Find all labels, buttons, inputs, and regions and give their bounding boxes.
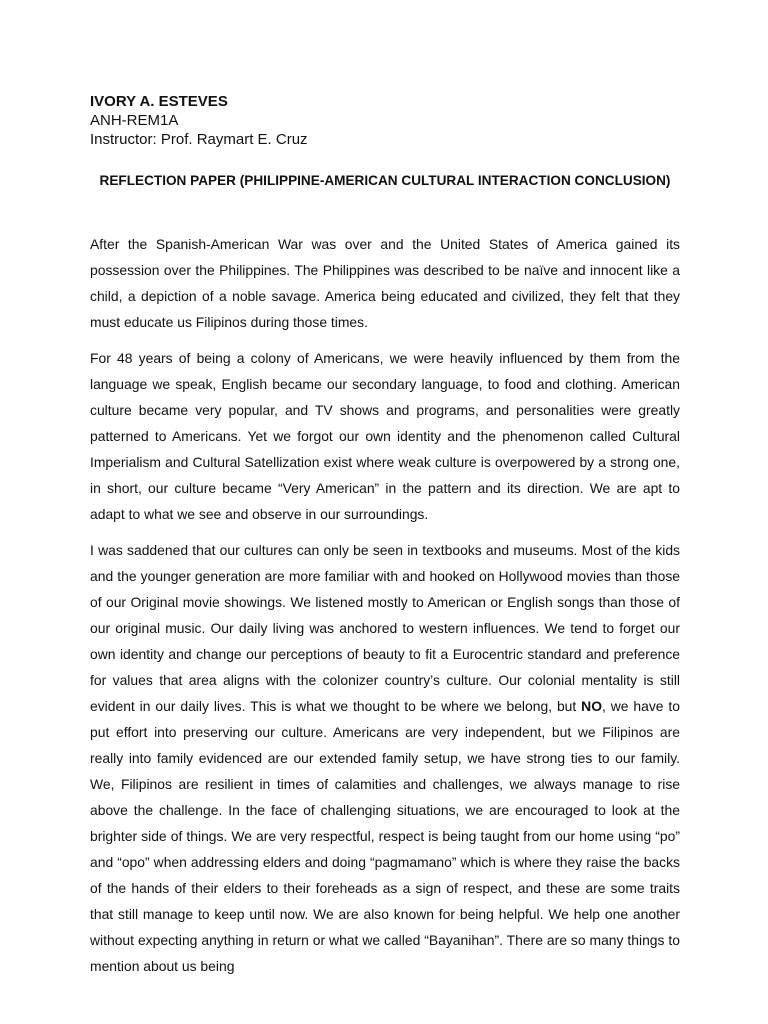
- paragraph-3-part-2: , we have to put effort into preserving our culture. Americans are very independent, but we Filipinos are really into family evidenced are our extended family setup, we have strong ties to our family. We, Filipinos are resilient in times of calamities and challenges, we always manage to rise above the challenge. In the face of challenging situations, we are encouraged to look at the brighter side of things. We are very respectful, respect is being taught from our home using “po” and “opo” when addressing elders and doing “pagmamano” which is where they raise the backs of the hands of their elders to their foreheads as a sign of respect, and these are some traits that still manage to keep until now. We are also known for being helpful. We help one another without expecting anything in return or what we called “Bayanihan”. There are so many things to mention about us being: [90, 698, 680, 974]
- paper-title: REFLECTION PAPER (PHILIPPINE-AMERICAN CULTURAL INTERACTION CONCLUSION): [99, 173, 671, 188]
- paragraph-1: After the Spanish-American War was over and the United States of America gained its possession over the Philippines. The Philippines was described to be naïve and innocent like a child, a depiction of a noble savage. America being educated and civilized, they felt that they must educate us Filipinos during those times.: [90, 236, 680, 330]
- document-page: [90, 92, 680, 989]
- paper-body: [90, 231, 680, 979]
- section-code: ANH-REM1A: [90, 112, 179, 129]
- author-name: IVORY A. ESTEVES: [90, 93, 228, 110]
- paragraph-3: [90, 537, 680, 979]
- author-header: [90, 92, 680, 149]
- paragraph-2: For 48 years of being a colony of Americans, we were heavily influenced by them from the language we speak, English became our secondary language, to food and clothing. American culture became very popular, and TV shows and programs, and personalities were greatly patterned to Americans. Yet we forgot our own identity and the phenomenon called Cultural Imperialism and Cultural Satellization exist where weak culture is overpowered by a strong one, in short, our culture became “Very American” in the pattern and its direction. We are apt to adapt to what we see and observe in our surroundings.: [90, 350, 680, 522]
- emphasis-no: NO: [581, 698, 602, 714]
- instructor-line: Instructor: Prof. Raymart E. Cruz: [90, 131, 308, 148]
- paragraph-3-part-1: I was saddened that our cultures can only be seen in textbooks and museums. Most of the kids and the younger generation are more familiar with and hooked on Hollywood movies than those of our Original movie showings. We listened mostly to American or English songs than those of our original music. Our daily living was anchored to western influences. We tend to forget our own identity and change our perceptions of beauty to fit a Eurocentric standard and preference for values that area aligns with the colonizer country’s culture. Our colonial mentality is still evident in our daily lives. This is what we thought to be where we belong, but: [90, 542, 680, 714]
